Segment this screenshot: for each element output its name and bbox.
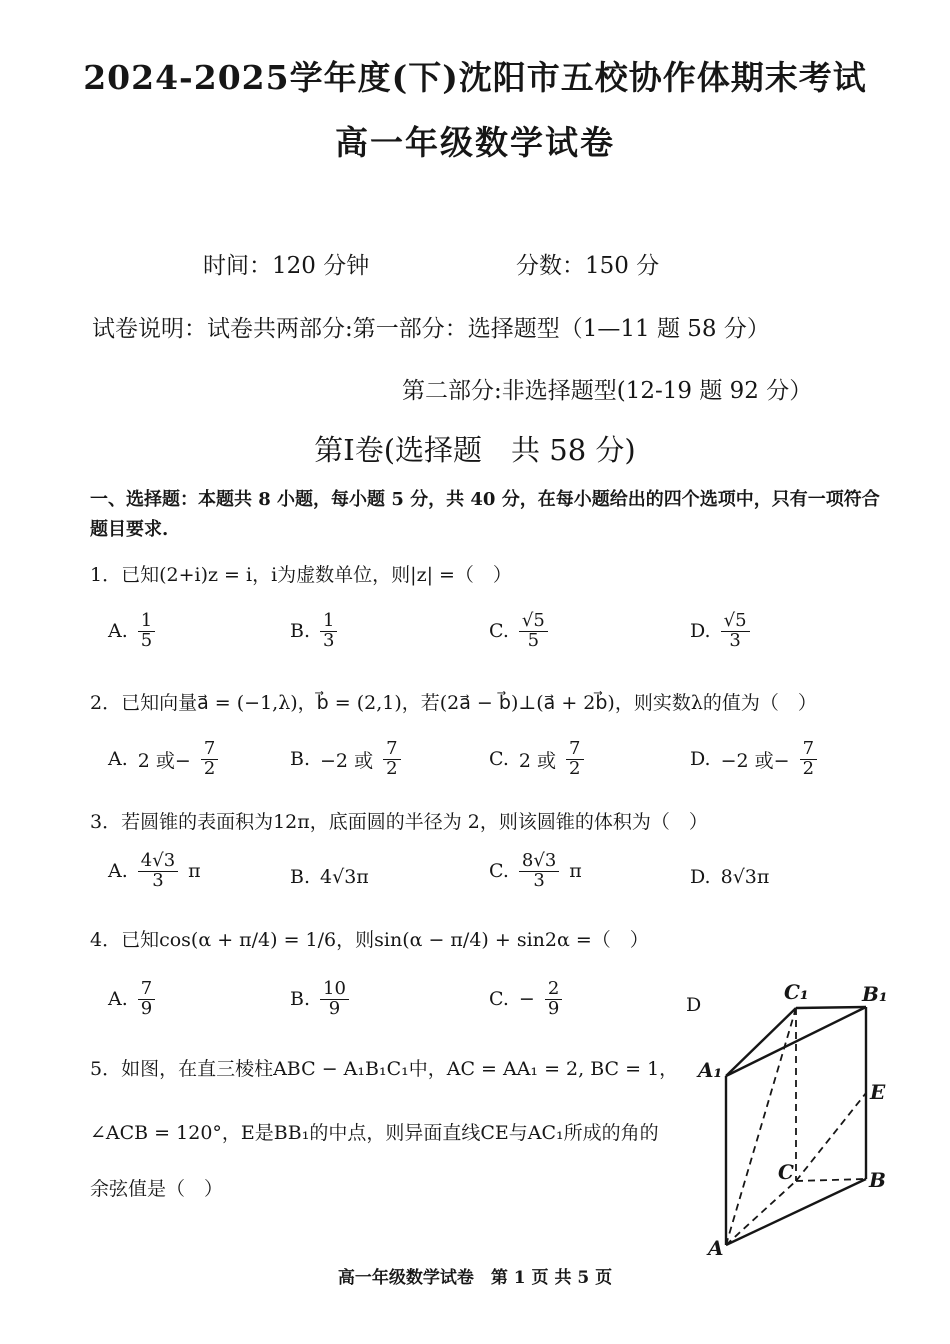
fraction-numerator: 7	[201, 740, 218, 760]
option-suffix: π	[188, 860, 201, 883]
option-prefix: −	[518, 988, 535, 1011]
option-fraction	[545, 980, 562, 1019]
label-b: B	[869, 1168, 886, 1192]
option-fraction	[519, 612, 548, 651]
option-letter: D.	[690, 866, 711, 888]
question-3-option-a	[108, 852, 201, 891]
option-fraction	[721, 612, 750, 651]
fraction-denominator: 2	[203, 757, 216, 779]
edge-c-b	[796, 1179, 866, 1181]
question-4-stem: 4．已知cos(α + π/4) = 1/6，则sin(α − π/4) + sin2α =（ ）	[90, 929, 649, 951]
question-1-stem: 1．已知(2+i)z = i，i为虚数单位，则|z| =（ ）	[90, 564, 512, 586]
option-prefix: −2 或	[320, 749, 374, 772]
fraction-numerator: 7	[138, 980, 155, 1000]
option-letter: B.	[290, 748, 311, 771]
section-title: 第Ⅰ卷(选择题 共 58 分)	[314, 433, 636, 467]
option-suffix: π	[569, 860, 582, 883]
fraction-denominator: 3	[323, 629, 335, 651]
option-letter: B.	[290, 620, 311, 643]
edge-c1-b1	[796, 1007, 866, 1008]
label-c: C	[778, 1160, 794, 1184]
option-prefix: 2 或	[518, 749, 557, 772]
fraction-denominator: 2	[569, 757, 581, 779]
question-3-option-c	[489, 852, 582, 891]
option-prefix: −2 或−	[720, 749, 790, 772]
fraction-denominator: 5	[527, 629, 540, 651]
fraction-numerator: 1	[138, 612, 155, 632]
question-5-stem-line3: 余弦值是（ ）	[90, 1178, 224, 1200]
question-4-option-a	[108, 980, 155, 1019]
option-fraction	[320, 612, 337, 651]
fraction-denominator: 9	[140, 997, 153, 1019]
option-fraction	[519, 852, 559, 891]
exam-note-line1: 试卷说明：试卷共两部分:第一部分：选择题型（1—11 题 58 分）	[92, 316, 770, 342]
option-value: 4√3π	[320, 866, 369, 888]
edge-a-b	[726, 1179, 866, 1245]
option-letter: B.	[290, 988, 311, 1011]
segment-c-e	[796, 1093, 866, 1181]
label-e: E	[870, 1080, 886, 1104]
option-letter: C.	[489, 748, 509, 771]
fraction-numerator: 2	[545, 980, 562, 1000]
page-footer: 高一年级数学试卷 第 1 页 共 5 页	[337, 1268, 613, 1288]
option-fraction	[383, 740, 400, 779]
exam-time: 时间：120 分钟	[203, 253, 370, 279]
question-2-option-d	[690, 740, 817, 779]
question-2-stem: 2．已知向量a⃗ = (−1,λ)，b⃗ = (2,1)，若(2a⃗ − b⃗)⊥(a⃗ + 2b⃗)，则实数λ的值为（ ）	[90, 692, 817, 714]
question-2-option-b	[290, 740, 401, 779]
question-1-option-b	[290, 612, 337, 651]
fraction-numerator: 7	[800, 740, 817, 760]
option-letter: C.	[489, 620, 509, 643]
fraction-numerator: 10	[320, 980, 349, 1000]
fraction-denominator: 2	[386, 757, 398, 779]
exam-title-line2: 高一年级数学试卷	[335, 123, 615, 162]
question-5-stem-line2: ∠ACB = 120°，E是BB₁的中点，则异面直线CE与AC₁所成的角的	[90, 1122, 659, 1144]
fraction-numerator: 8√3	[519, 852, 559, 872]
option-value: 8√3π	[720, 866, 770, 888]
question-2-option-c	[489, 740, 584, 779]
option-fraction	[320, 980, 349, 1019]
edge-a1-b1	[726, 1007, 866, 1076]
label-c1: C₁	[784, 980, 809, 1004]
fraction-denominator: 5	[140, 629, 153, 651]
fraction-numerator: 7	[566, 740, 583, 760]
fraction-denominator: 3	[729, 629, 741, 651]
fraction-numerator: 4√3	[138, 852, 178, 872]
label-b1: B₁	[862, 982, 888, 1006]
option-letter: D	[686, 994, 702, 1016]
option-letter: A.	[108, 860, 128, 883]
option-letter: A.	[108, 988, 128, 1011]
fraction-denominator: 2	[802, 757, 815, 779]
label-a1: A₁	[698, 1058, 723, 1082]
question-5-stem-line1: 5．如图，在直三棱柱ABC − A₁B₁C₁中，AC = AA₁ = 2, BC = 1，	[90, 1058, 679, 1080]
fraction-numerator: 1	[320, 612, 337, 632]
option-fraction	[566, 740, 583, 779]
fraction-denominator: 9	[328, 997, 341, 1019]
exam-title-line1: 2024-2025学年度(下)沈阳市五校协作体期末考试	[83, 58, 867, 97]
question-3-option-b	[290, 866, 369, 888]
option-letter: D.	[690, 620, 711, 643]
label-a: A	[708, 1236, 724, 1260]
option-letter: D.	[690, 748, 711, 771]
exam-note-line2: 第二部分:非选择题型(12-19 题 92 分）	[402, 378, 813, 404]
fraction-denominator: 3	[152, 869, 164, 891]
exam-score: 分数：150 分	[516, 253, 660, 279]
fraction-numerator: 7	[383, 740, 400, 760]
question-1-option-a	[108, 612, 155, 651]
option-fraction	[201, 740, 218, 779]
question-2-option-a	[108, 740, 218, 779]
section-instruction: 一、选择题：本题共 8 小题，每小题 5 分，共 40 分，在每小题给出的四个选项中，只有一项符合题目要求.	[90, 489, 880, 540]
fraction-numerator: √5	[721, 612, 750, 632]
option-fraction	[800, 740, 817, 779]
fraction-denominator: 3	[533, 869, 545, 891]
option-fraction	[138, 612, 155, 651]
fraction-numerator: √5	[519, 612, 548, 632]
option-letter: A.	[108, 748, 128, 771]
question-3-stem: 3．若圆锥的表面积为12π，底面圆的半径为 2，则该圆锥的体积为（ ）	[90, 811, 708, 833]
question-1-option-c	[489, 612, 548, 651]
prism-figure	[690, 975, 900, 1260]
fraction-denominator: 9	[547, 997, 560, 1019]
option-prefix: 2 或−	[137, 749, 191, 772]
edge-a1-c1	[726, 1008, 796, 1076]
question-3-option-d	[690, 866, 769, 888]
option-fraction	[138, 980, 155, 1019]
question-1-option-d	[690, 612, 750, 651]
option-letter: A.	[108, 620, 128, 643]
edge-a-c	[726, 1181, 796, 1245]
option-letter: B.	[290, 866, 311, 888]
option-fraction	[138, 852, 178, 891]
option-letter: C.	[489, 860, 509, 883]
question-4-option-c	[489, 980, 562, 1019]
question-4-option-b	[290, 980, 349, 1019]
option-letter: C.	[489, 988, 509, 1011]
